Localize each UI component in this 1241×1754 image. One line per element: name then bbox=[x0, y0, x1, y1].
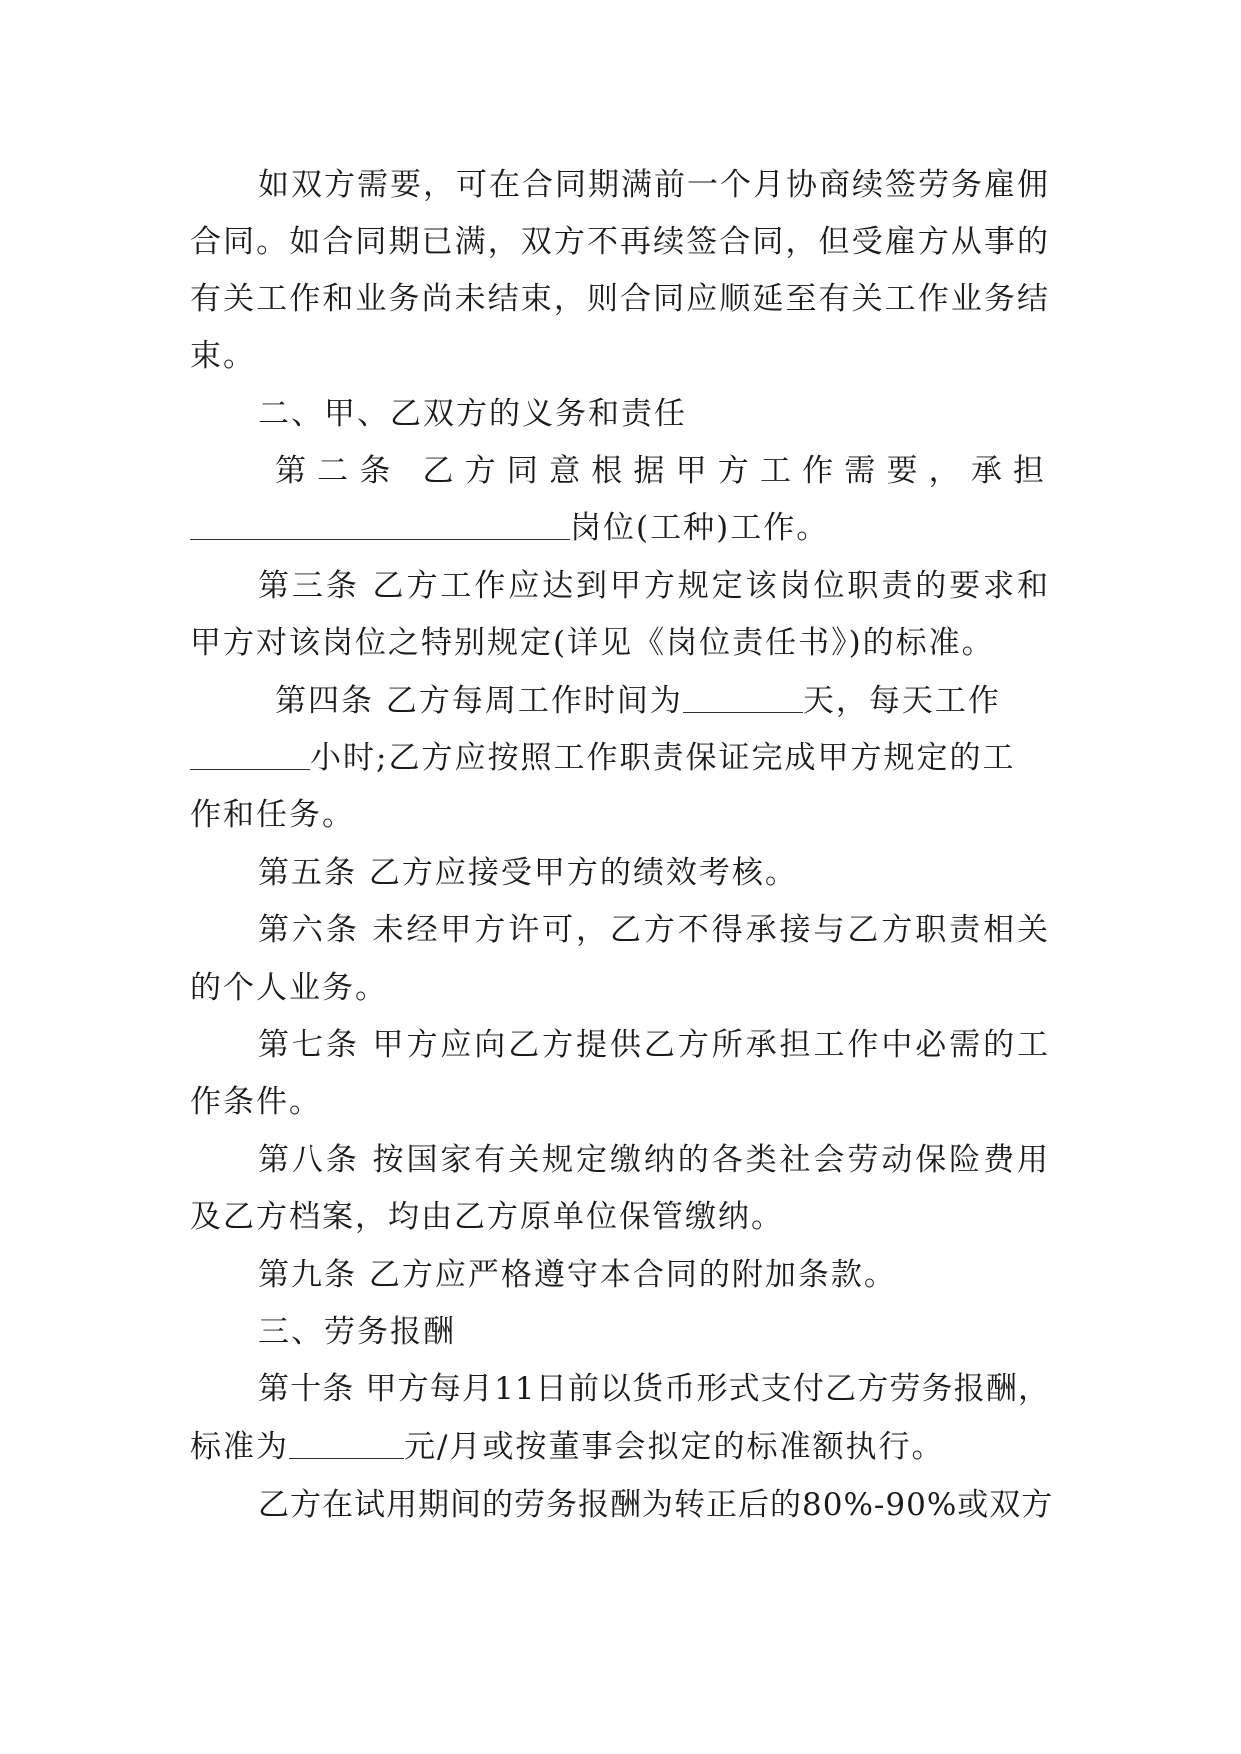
article-4-line-2 bbox=[190, 738, 1050, 778]
article-4-line-1 bbox=[275, 681, 1050, 721]
article-3-line-2: 甲方对该岗位之特别规定(详见《岗位责任书》)的标准。 bbox=[190, 625, 995, 661]
section-heading-obligations: 二、甲、乙双方的义务和责任 bbox=[258, 396, 687, 432]
article-4-line-3: 作和任务。 bbox=[190, 797, 355, 833]
paragraph-renewal-line-3: 有关工作和业务尚未结束，则合同应顺延至有关工作业务结 bbox=[190, 281, 1050, 317]
days-per-week-blank-field[interactable] bbox=[683, 682, 803, 713]
article-7-line-2: 作条件。 bbox=[190, 1084, 322, 1120]
article-10-line-2-prefix: 标准为 bbox=[190, 1429, 289, 1465]
article-4-line-1-prefix: 第四条 乙方每周工作时间为 bbox=[275, 683, 683, 719]
trial-period-line-1: 乙方在试用期间的劳务报酬为转正后的80%-90%或双方 bbox=[258, 1487, 1054, 1523]
article-3-line-1: 第三条 乙方工作应达到甲方规定该岗位职责的要求和 bbox=[258, 568, 1050, 604]
article-10-line-2-suffix: 元/月或按董事会拟定的标准额执行。 bbox=[404, 1429, 945, 1465]
article-7-line-1: 第七条 甲方应向乙方提供乙方所承担工作中必需的工 bbox=[258, 1027, 1050, 1063]
article-9: 第九条 乙方应严格遵守本合同的附加条款。 bbox=[258, 1257, 897, 1293]
article-2-line-1: 第二条 乙方同意根据甲方工作需要，承担 bbox=[275, 453, 1050, 489]
article-4-line-2-text: 小时;乙方应按照工作职责保证完成甲方规定的工 bbox=[310, 740, 1016, 776]
position-blank-field[interactable] bbox=[190, 509, 570, 540]
paragraph-renewal-line-1: 如双方需要，可在合同期满前一个月协商续签劳务雇佣 bbox=[258, 167, 1050, 203]
article-5: 第五条 乙方应接受甲方的绩效考核。 bbox=[258, 855, 798, 891]
article-4-line-1-suffix: 天，每天工作 bbox=[802, 683, 1001, 719]
article-6-line-1: 第六条 未经甲方许可，乙方不得承接与乙方职责相关 bbox=[258, 912, 1050, 948]
article-10-line-2 bbox=[190, 1427, 1050, 1467]
paragraph-renewal-line-2: 合同。如合同期已满，双方不再续签合同，但受雇方从事的 bbox=[190, 224, 1050, 260]
article-8-line-2: 及乙方档案，均由乙方原单位保管缴纳。 bbox=[190, 1199, 784, 1235]
hours-per-day-blank-field[interactable] bbox=[190, 739, 310, 770]
monthly-amount-blank-field[interactable] bbox=[289, 1428, 404, 1459]
article-2-line-2 bbox=[190, 508, 1050, 548]
article-6-line-2: 的个人业务。 bbox=[190, 970, 388, 1006]
article-8-line-1: 第八条 按国家有关规定缴纳的各类社会劳动保险费用 bbox=[258, 1142, 1050, 1178]
section-heading-remuneration: 三、劳务报酬 bbox=[258, 1314, 456, 1350]
article-2-line-2-text: 岗位(工种)工作。 bbox=[570, 510, 830, 546]
paragraph-renewal-line-4: 束。 bbox=[190, 338, 256, 374]
article-10-line-1: 第十条 甲方每月11日前以货币形式支付乙方劳务报酬， bbox=[258, 1371, 1050, 1407]
